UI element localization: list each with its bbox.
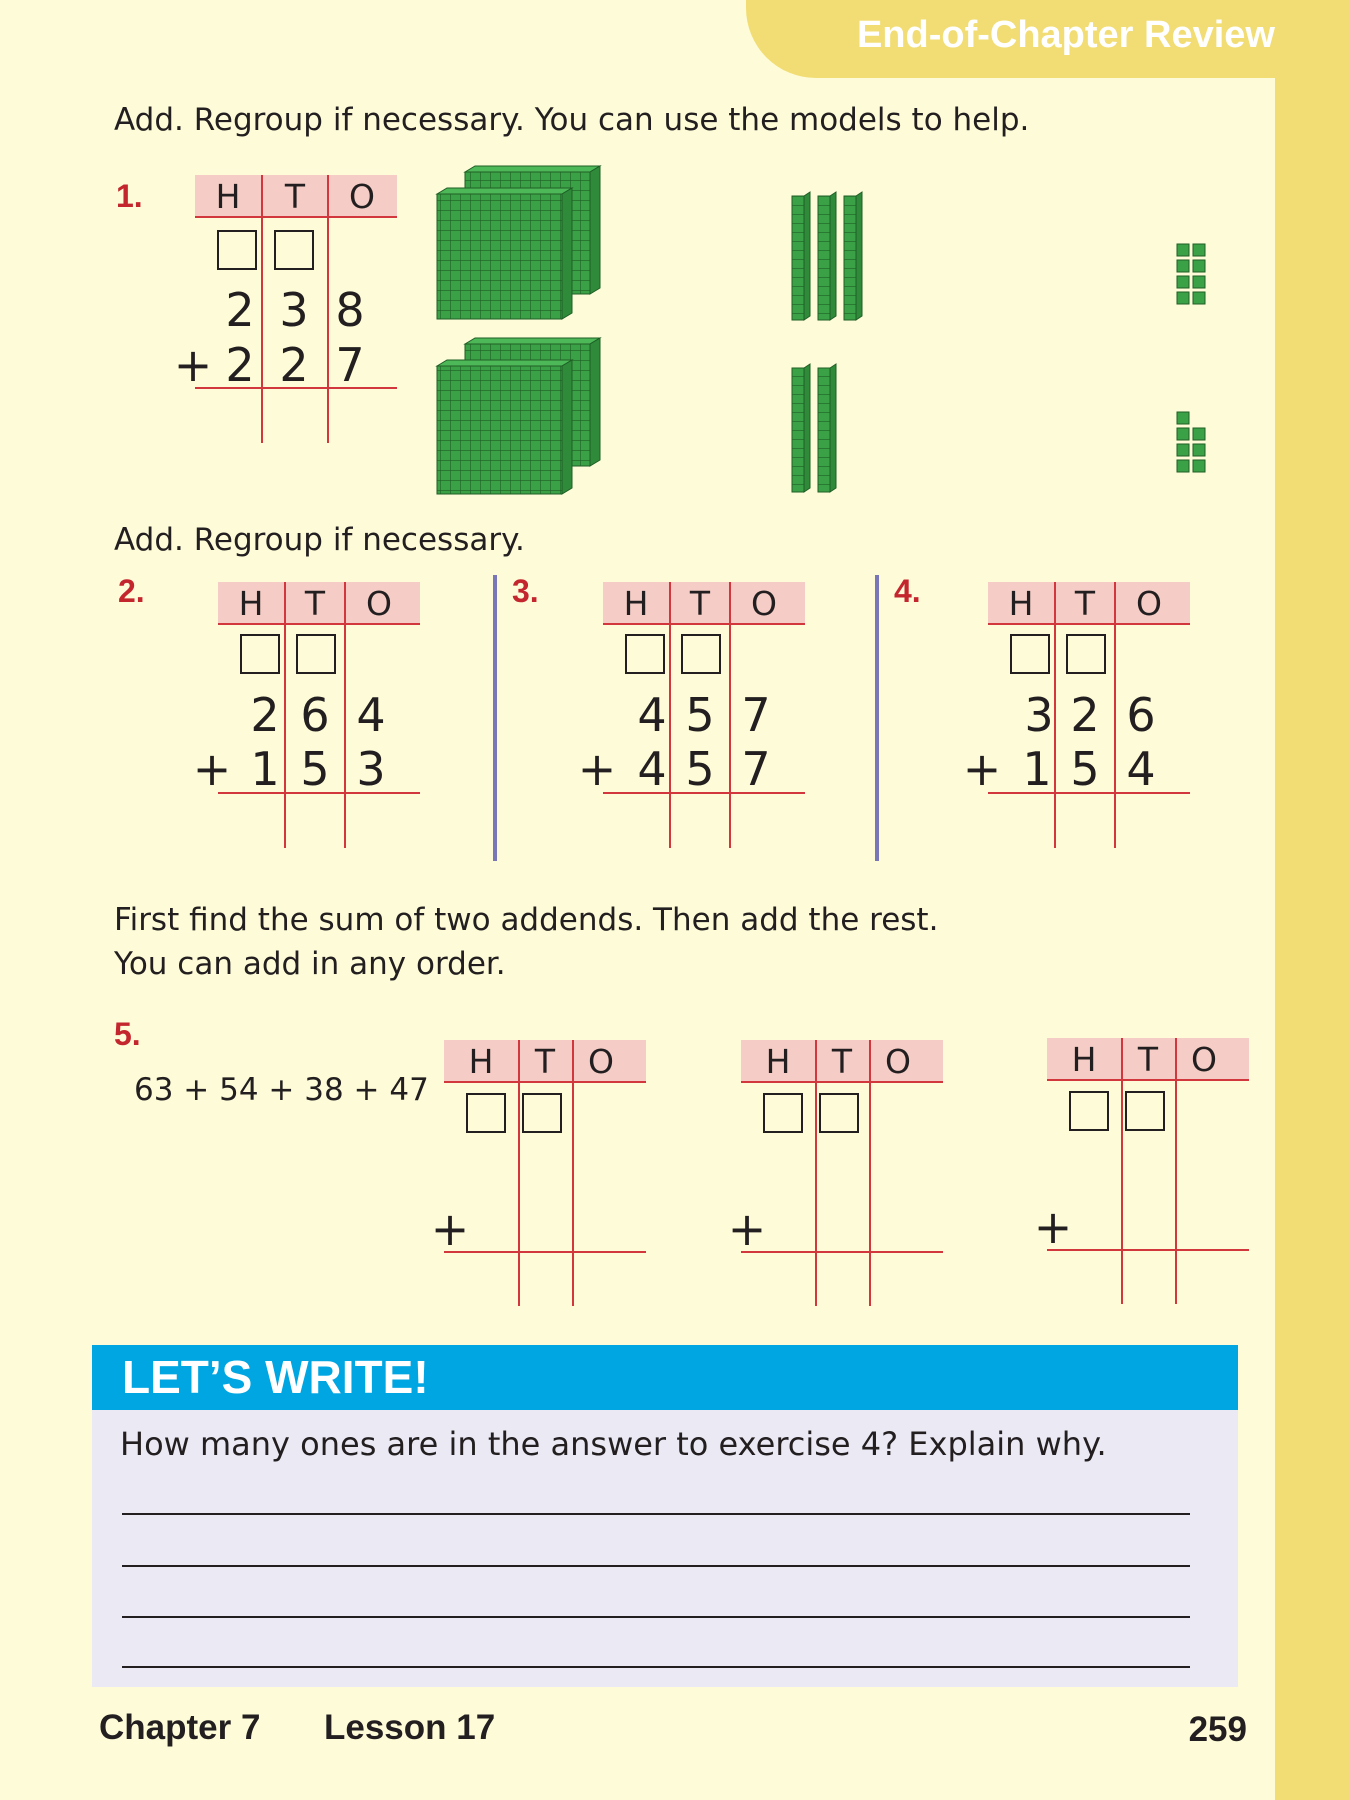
header-hundreds: H bbox=[468, 1042, 494, 1081]
top-hundreds-digit: 2 bbox=[225, 283, 255, 337]
footer-lesson: Lesson 17 bbox=[324, 1708, 496, 1747]
bottom-tens-digit: 5 bbox=[1070, 742, 1100, 796]
header-ones: O bbox=[366, 584, 392, 623]
regroup-box-tens[interactable] bbox=[1125, 1091, 1165, 1131]
page-number: 259 bbox=[1188, 1710, 1247, 1749]
instruction-regroup: Add. Regroup if necessary. bbox=[114, 522, 525, 558]
tens-rod bbox=[792, 364, 810, 492]
header-ones: O bbox=[349, 177, 375, 216]
bottom-hundreds-digit: 1 bbox=[1022, 742, 1052, 796]
regroup-box-hundreds[interactable] bbox=[1069, 1091, 1109, 1131]
header-tens: T bbox=[831, 1042, 853, 1081]
header-hundreds: H bbox=[765, 1042, 791, 1081]
top-hundreds-digit: 2 bbox=[250, 688, 280, 742]
tens-rod bbox=[818, 192, 836, 320]
top-hundreds-digit: 4 bbox=[637, 688, 667, 742]
header-tens: T bbox=[304, 584, 326, 623]
answer-line bbox=[1047, 1249, 1249, 1251]
regroup-box-hundreds[interactable] bbox=[217, 230, 257, 270]
bottom-ones-digit: 3 bbox=[356, 742, 386, 796]
tens-rod bbox=[844, 192, 862, 320]
header-hundreds: H bbox=[215, 177, 241, 216]
answer-line bbox=[444, 1251, 646, 1253]
plus-sign: + bbox=[1033, 1200, 1073, 1254]
base-ten-models bbox=[430, 160, 1310, 500]
writing-line[interactable] bbox=[122, 1616, 1190, 1618]
top-tens-digit: 3 bbox=[279, 283, 309, 337]
exercise-5-chart-3 bbox=[1033, 1038, 1249, 1308]
exercise-2-number: 2. bbox=[118, 573, 145, 609]
lets-write-prompt: How many ones are in the answer to exercise 4? Explain why. bbox=[120, 1425, 1107, 1463]
regroup-box-hundreds[interactable] bbox=[466, 1093, 506, 1133]
top-ones-digit: 4 bbox=[356, 688, 386, 742]
top-ones-digit: 8 bbox=[335, 283, 365, 337]
header-ones: O bbox=[1136, 584, 1162, 623]
header-tens: T bbox=[1074, 584, 1096, 623]
exercise-1-number: 1. bbox=[116, 178, 143, 214]
top-hundreds-digit: 3 bbox=[1024, 688, 1054, 742]
header-ones: O bbox=[1191, 1040, 1217, 1079]
bottom-tens-digit: 5 bbox=[300, 742, 330, 796]
top-ones-digit: 6 bbox=[1126, 688, 1156, 742]
header-tens: T bbox=[534, 1042, 556, 1081]
exercise-5-chart-2 bbox=[727, 1040, 943, 1310]
exercise-4-chart bbox=[962, 582, 1190, 852]
header-hundreds: H bbox=[238, 584, 264, 623]
footer-chapter: Chapter 7 bbox=[99, 1708, 261, 1747]
header-tens: T bbox=[1137, 1040, 1159, 1079]
hundreds-flat bbox=[437, 188, 572, 319]
regroup-box-tens[interactable] bbox=[1066, 634, 1106, 674]
ones-cubes bbox=[1177, 244, 1205, 304]
regroup-box-tens[interactable] bbox=[522, 1093, 562, 1133]
plus-sign: + bbox=[577, 742, 617, 796]
top-ones-digit: 7 bbox=[741, 688, 771, 742]
top-tens-digit: 6 bbox=[300, 688, 330, 742]
writing-line[interactable] bbox=[122, 1565, 1190, 1567]
bottom-ones-digit: 7 bbox=[741, 742, 771, 796]
ones-cubes bbox=[1177, 412, 1205, 472]
top-tens-digit: 2 bbox=[1070, 688, 1100, 742]
bottom-tens-digit: 2 bbox=[279, 338, 309, 392]
bottom-hundreds-digit: 2 bbox=[225, 338, 255, 392]
page-title: End-of-Chapter Review bbox=[856, 14, 1275, 56]
instruction-addends: First find the sum of two addends. Then add the rest. bbox=[114, 902, 939, 938]
tens-rod bbox=[818, 364, 836, 492]
bottom-hundreds-digit: 4 bbox=[637, 742, 667, 796]
regroup-box-tens[interactable] bbox=[681, 634, 721, 674]
hundreds-flat bbox=[437, 360, 572, 494]
regroup-box-hundreds[interactable] bbox=[625, 634, 665, 674]
bottom-ones-digit: 7 bbox=[335, 338, 365, 392]
exercise-divider bbox=[875, 575, 879, 861]
answer-line bbox=[741, 1251, 943, 1253]
regroup-box-tens[interactable] bbox=[296, 634, 336, 674]
exercise-3-number: 3. bbox=[512, 573, 539, 609]
exercise-5-chart-1 bbox=[430, 1040, 646, 1310]
plus-sign: + bbox=[430, 1202, 470, 1256]
bottom-ones-digit: 4 bbox=[1126, 742, 1156, 796]
exercise-4-number: 4. bbox=[894, 573, 921, 609]
exercise-2-chart bbox=[192, 582, 420, 852]
header-hundreds: H bbox=[1008, 584, 1034, 623]
plus-sign: + bbox=[727, 1202, 767, 1256]
instruction-any-order: You can add in any order. bbox=[114, 946, 506, 982]
header-tens: T bbox=[689, 584, 711, 623]
exercise-divider bbox=[493, 575, 497, 861]
bottom-hundreds-digit: 1 bbox=[250, 742, 280, 796]
regroup-box-hundreds[interactable] bbox=[240, 634, 280, 674]
regroup-box-hundreds[interactable] bbox=[763, 1093, 803, 1133]
tens-rod bbox=[792, 192, 810, 320]
lets-write-title: LET’S WRITE! bbox=[122, 1351, 429, 1403]
top-tens-digit: 5 bbox=[685, 688, 715, 742]
plus-sign: + bbox=[192, 742, 232, 796]
regroup-box-tens[interactable] bbox=[274, 230, 314, 270]
exercise-5-expression: 63 + 54 + 38 + 47 bbox=[134, 1072, 429, 1108]
regroup-box-hundreds[interactable] bbox=[1010, 634, 1050, 674]
plus-sign: + bbox=[962, 742, 1002, 796]
exercise-3-chart bbox=[577, 582, 805, 852]
writing-line[interactable] bbox=[122, 1666, 1190, 1668]
instruction-models: Add. Regroup if necessary. You can use the models to help. bbox=[114, 102, 1030, 138]
header-ones: O bbox=[588, 1042, 614, 1081]
header-ones: O bbox=[885, 1042, 911, 1081]
regroup-box-tens[interactable] bbox=[819, 1093, 859, 1133]
exercise-5-number: 5. bbox=[114, 1016, 141, 1052]
bottom-tens-digit: 5 bbox=[685, 742, 715, 796]
plus-sign: + bbox=[173, 338, 213, 392]
header-hundreds: H bbox=[1071, 1040, 1097, 1079]
header-ones: O bbox=[751, 584, 777, 623]
exercise-1-chart bbox=[173, 175, 397, 445]
header-tens: T bbox=[284, 177, 306, 216]
writing-line[interactable] bbox=[122, 1513, 1190, 1515]
header-hundreds: H bbox=[623, 584, 649, 623]
